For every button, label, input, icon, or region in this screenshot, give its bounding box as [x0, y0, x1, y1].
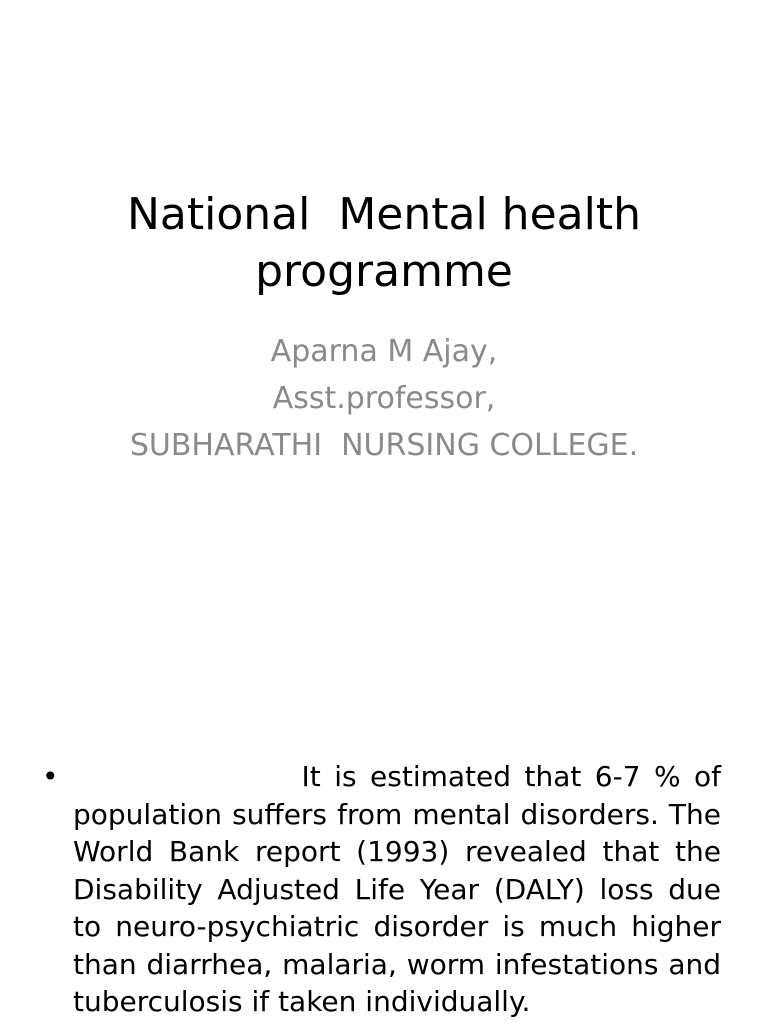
author-designation: Asst.professor,	[272, 381, 496, 416]
author-institution: SUBHARATHI NURSING COLLEGE.	[129, 428, 639, 463]
bullet-text: It is estimated that 6-7 % of population suffers from mental disorders. The World Bank report (1993) revealed that the Disability Adjusted Life Year (DALY) loss due to neuro-psychiatric disorder is much higher than diarrhea, malaria, worm infestations and tuberculosis if taken individually.	[73, 760, 730, 1018]
content-slide	[0, 700, 768, 1024]
slide-title: National Mental health programme	[127, 189, 655, 297]
bullet-icon: •	[42, 760, 59, 793]
slide-subtitle	[100, 332, 668, 473]
author-name: Aparna M Ajay,	[270, 334, 498, 369]
